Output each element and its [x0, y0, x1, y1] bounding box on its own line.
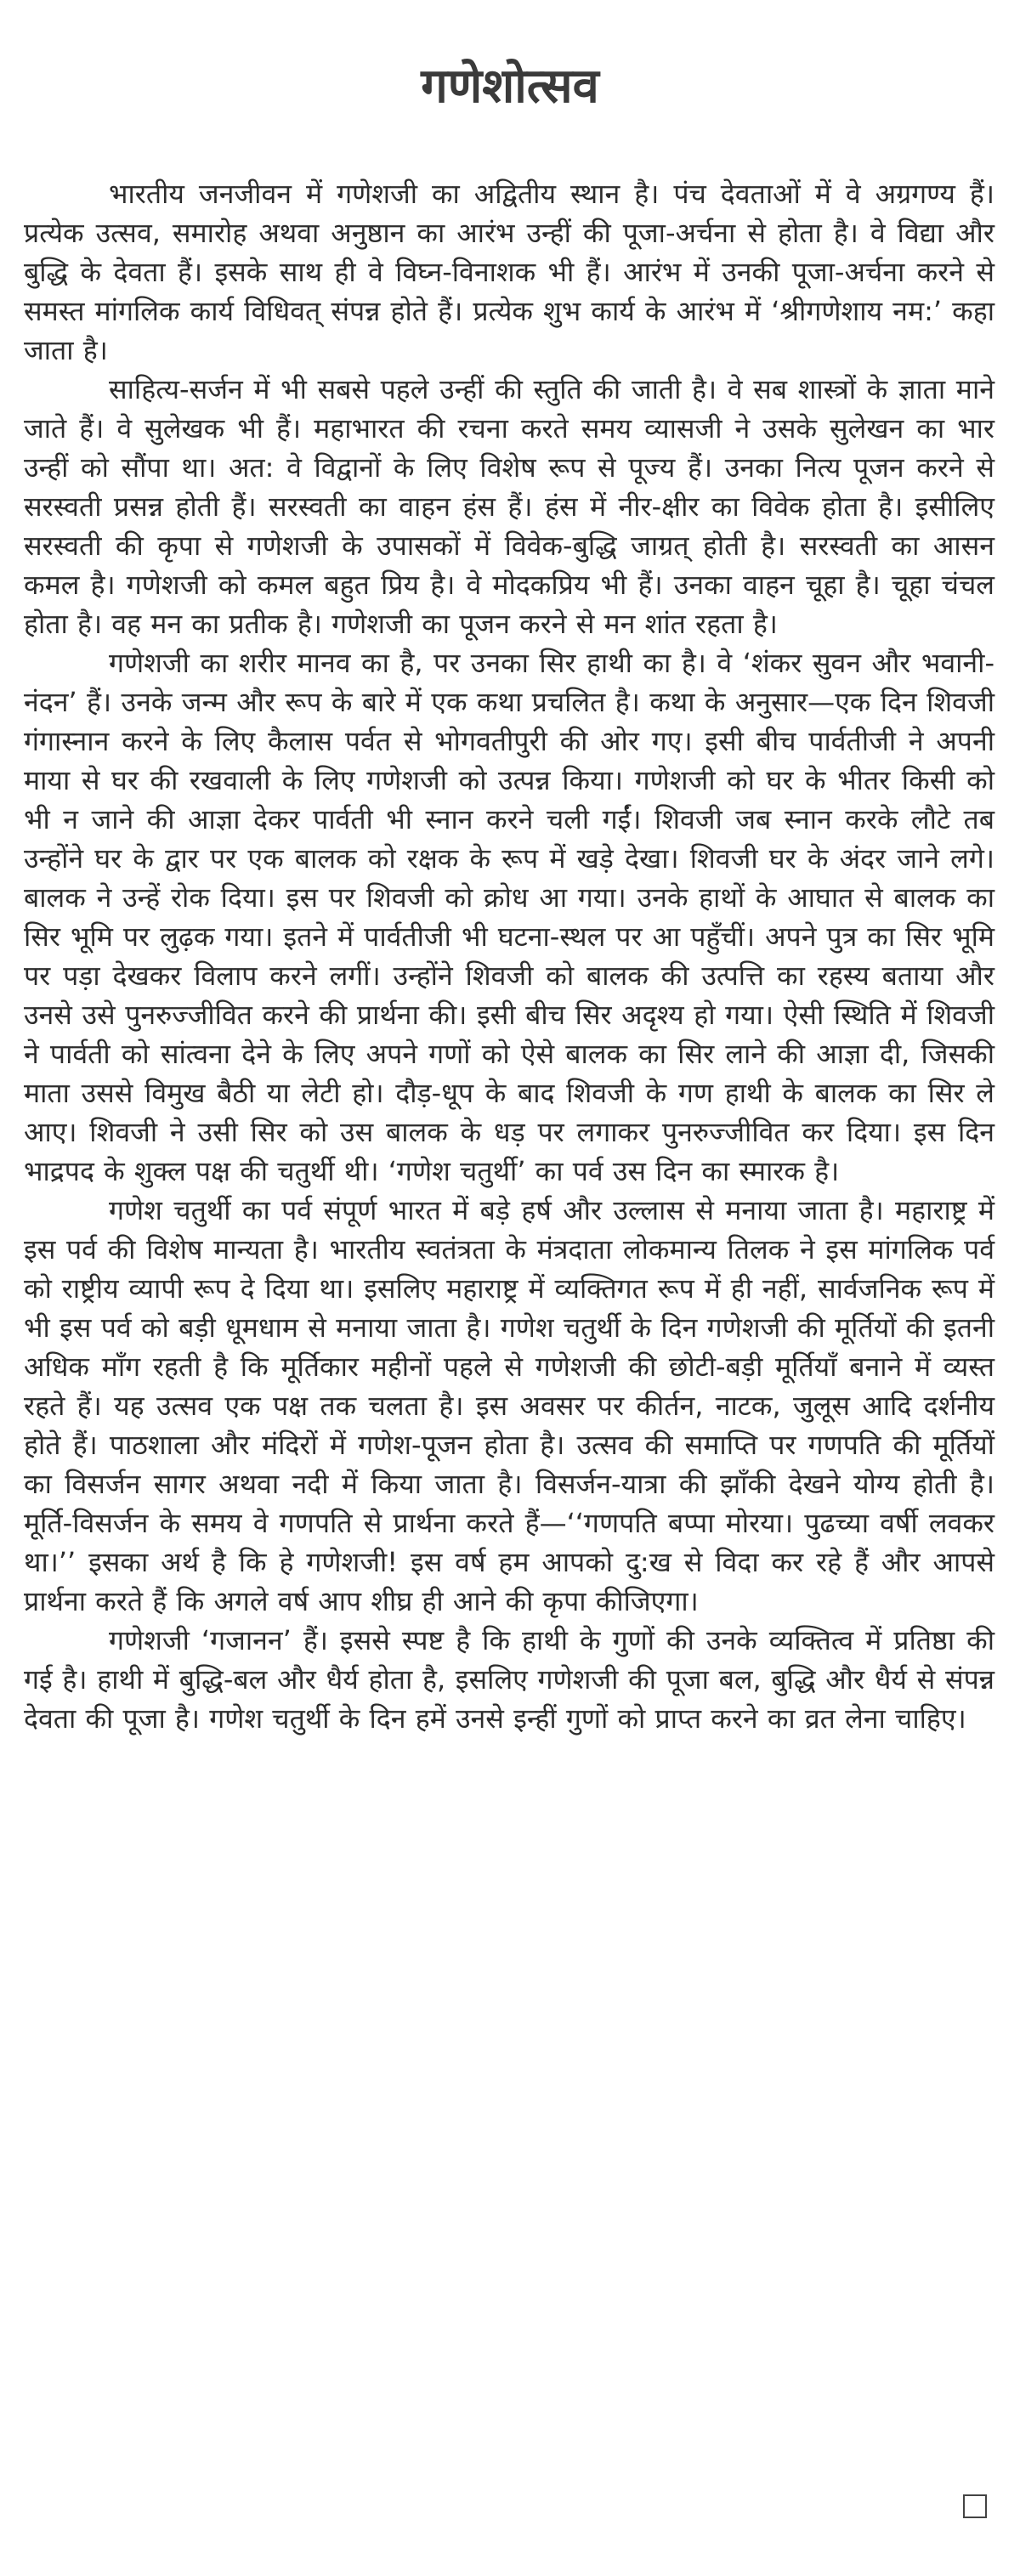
paragraph-3: गणेशजी का शरीर मानव का है, पर उनका सिर हाथी का है। वे ‘शंकर सुवन और भवानी-नंदन’ हैं। उनके जन्म और रूप के बारे में एक कथा प्रचलित है। कथा के अनुसार—एक दिन शिवजी गंगास्नान करने के लिए कैलास पर्वत से भोगवतीपुरी की ओर गए। इसी बीच पार्वतीजी ने अपनी माया से घर की रखवाली के लिए गणेशजी को उत्पन्न किया। गणेशजी को घर के भीतर किसी को भी न जाने की आज्ञा देकर पार्वती भी स्नान करने चली गईं। शिवजी जब स्नान करके लौटे तब उन्होंने घर के द्वार पर एक बालक को रक्षक के रूप में खड़े देखा। शिवजी घर के अंदर जाने लगे। बालक ने उन्हें रोक दिया। इस पर शिवजी को क्रोध आ गया। उनके हाथों के आघात से बालक का सिर भूमि पर लुढ़क गया। इतने में पार्वतीजी भी घटना-स्थल पर आ पहुँचीं। अपने पुत्र का सिर भूमि पर पड़ा देखकर विलाप करने लगीं। उन्होंने शिवजी को बालक की उत्पत्ति का रहस्य बताया और उनसे उसे पुनरुज्जीवित करने की प्रार्थना की। इसी बीच सिर अदृश्य हो गया। ऐसी स्थिति में शिवजी ने पार्वती को सांत्वना देने के लिए अपने गणों को ऐसे बालक का सिर लाने की आज्ञा दी, जिसकी माता उससे विमुख बैठी या लेटी हो। दौड़-धूप के बाद शिवजी के गण हाथी के बालक का सिर ले आए। शिवजी ने उसी सिर को उस बालक के धड़ पर लगाकर पुनरुज्जीवित कर दिया। इस दिन भाद्रपद के शुक्ल पक्ष की चतुर्थी थी। ‘गणेश चतुर्थी’ का पर्व उस दिन का स्मारक है। — [24, 647, 994, 1187]
essay-body — [24, 174, 994, 1738]
end-of-article-square-icon — [963, 2494, 987, 2518]
paragraph-2: साहित्य-सर्जन में भी सबसे पहले उन्हीं की स्तुति की जाती है। वे सब शास्त्रों के ज्ञाता माने जाते हैं। वे सुलेखक भी हैं। महाभारत की रचना करते समय व्यासजी ने उसके सुलेखन का भार उन्हीं को सौंपा था। अत: वे विद्वानों के लिए विशेष रूप से पूज्य हैं। उनका नित्य पूजन करने से सरस्वती प्रसन्न होती हैं। सरस्वती का वाहन हंस हैं। हंस में नीर-क्षीर का विवेक होता है। इसीलिए सरस्वती की कृपा से गणेशजी के उपासकों में विवेक-बुद्धि जाग्रत् होती है। सरस्वती का आसन कमल है। गणेशजी को कमल बहुत प्रिय है। वे मोदकप्रिय भी हैं। उनका वाहन चूहा है। चूहा चंचल होता है। वह मन का प्रतीक है। गणेशजी का पूजन करने से मन शांत रहता है। — [24, 373, 994, 640]
paragraph-4: गणेश चतुर्थी का पर्व संपूर्ण भारत में बड़े हर्ष और उल्लास से मनाया जाता है। महाराष्ट्र में इस पर्व की विशेष मान्यता है। भारतीय स्वतंत्रता के मंत्रदाता लोकमान्य तिलक ने इस मांगलिक पर्व को राष्ट्रीय व्यापी रूप दे दिया था। इसलिए महाराष्ट्र में व्यक्तिगत रूप में ही नहीं, सार्वजनिक रूप में भी इस पर्व को बड़ी धूमधाम से मनाया जाता है। गणेश चतुर्थी के दिन गणेशजी की मूर्तियों की इतनी अधिक माँग रहती है कि मूर्तिकार महीनों पहले से गणेशजी की छोटी-बड़ी मूर्तियाँ बनाने में व्यस्त रहते हैं। यह उत्सव एक पक्ष तक चलता है। इस अवसर पर कीर्तन, नाटक, जुलूस आदि दर्शनीय होते हैं। पाठशाला और मंदिरों में गणेश-पूजन होता है। उत्सव की समाप्ति पर गणपति की मूर्तियों का विसर्जन सागर अथवा नदी में किया जाता है। विसर्जन-यात्रा की झाँकी देखने योग्य होती है। मूर्ति-विसर्जन के समय वे गणपति से प्रार्थना करते हैं—‘‘गणपति बप्पा मोरया। पुढच्या वर्षी लवकर था।’’ इसका अर्थ है कि हे गणेशजी! इस वर्ष हम आपको दु:ख से विदा कर रहे हैं और आपसे प्रार्थना करते हैं कि अगले वर्ष आप शीघ्र ही आने की कृपा कीजिएगा। — [24, 1194, 994, 1617]
essay-title: गणेशोत्सव — [421, 59, 599, 114]
paragraph-5: गणेशजी ‘गजानन’ हैं। इससे स्पष्ट है कि हाथी के गुणों की उनके व्यक्तित्व में प्रतिष्ठा की गई है। हाथी में बुद्धि-बल और धैर्य होता है, इसलिए गणेशजी की पूजा बल, बुद्धि और धैर्य से संपन्न देवता की पूजा है। गणेश चतुर्थी के दिन हमें उनसे इन्हीं गुणों को प्राप्त करने का व्रत लेना चाहिए। — [24, 1624, 994, 1735]
paragraph-1: भारतीय जनजीवन में गणेशजी का अद्वितीय स्थान है। पंच देवताओं में वे अग्रगण्य हैं। प्रत्येक उत्सव, समारोह अथवा अनुष्ठान का आरंभ उन्हीं की पूजा-अर्चना से होता है। वे विद्या और बुद्धि के देवता हैं। इसके साथ ही वे विघ्न-विनाशक भी हैं। आरंभ में उनकी पूजा-अर्चना करने से समस्त मांगलिक कार्य विधिवत् संपन्न होते हैं। प्रत्येक शुभ कार्य के आरंभ में ‘श्रीगणेशाय नम:’ कहा जाता है। — [24, 178, 994, 366]
